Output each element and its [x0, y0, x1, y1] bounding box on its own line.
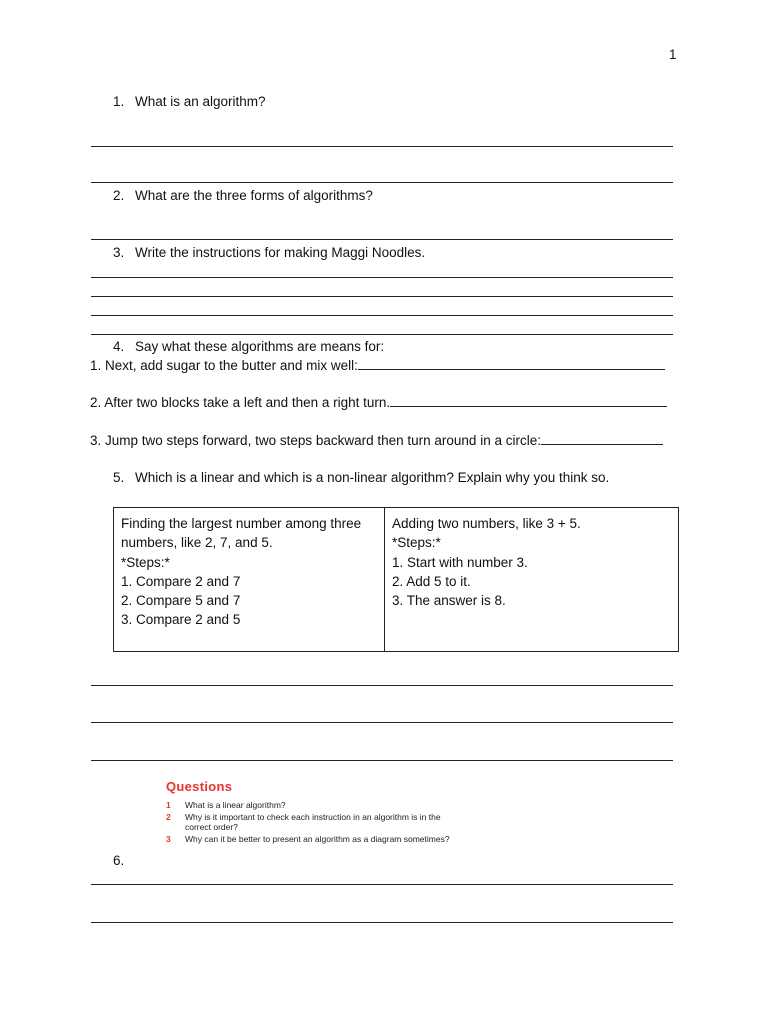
question-6 — [113, 853, 135, 869]
questions-title: Questions — [166, 779, 233, 794]
question-number: 3. — [113, 245, 125, 260]
answer-line[interactable] — [91, 277, 673, 278]
cell-line: Adding two numbers, like 3 + 5. — [392, 516, 581, 531]
question-number: 5. — [113, 470, 125, 485]
page-number: 1 — [669, 47, 677, 62]
answer-line[interactable] — [91, 884, 673, 885]
inset-question — [166, 800, 455, 811]
answer-blank[interactable] — [541, 444, 663, 445]
question-text: Write the instructions for making Maggi Noodles. — [135, 245, 426, 260]
question-text: What are the three forms of algorithms? — [135, 188, 373, 203]
question-number: 2. — [113, 188, 125, 203]
question-text: Which is a linear and which is a non-linear algorithm? Explain why you think so. — [135, 470, 610, 485]
question-3 — [113, 245, 425, 261]
inset-question-number: 2 — [166, 811, 171, 822]
answer-line[interactable] — [91, 760, 673, 761]
answer-line[interactable] — [91, 722, 673, 723]
question-1 — [113, 94, 266, 110]
inset-question-text: Why is it important to check each instruction in an algorithm is in the correct order? — [185, 811, 441, 832]
answer-blank[interactable] — [358, 369, 665, 370]
cell-line: 1. Compare 2 and 7 — [121, 573, 241, 589]
answer-line[interactable] — [91, 296, 673, 297]
adding-example-cell — [385, 508, 679, 652]
algorithm-item-1 — [90, 358, 665, 374]
question-number: 6. — [113, 853, 125, 868]
question-4 — [113, 339, 384, 355]
algorithm-item-2 — [90, 395, 667, 411]
algorithm-item-text: 3. Jump two steps forward, two steps backward then turn around in a circle: — [90, 433, 541, 448]
algorithm-item-text: 2. After two blocks take a left and then a right turn. — [90, 395, 391, 410]
algorithm-item-text: 1. Next, add sugar to the butter and mix well: — [90, 358, 358, 373]
question-text: What is an algorithm? — [135, 94, 266, 109]
answer-line[interactable] — [91, 239, 673, 240]
cell-line: numbers, like 2, 7, and 5. — [121, 535, 273, 551]
cell-line: *Steps:* — [392, 535, 441, 551]
linear-example-cell — [114, 508, 385, 652]
question-5 — [113, 470, 609, 486]
cell-line: 1. Start with number 3. — [392, 554, 528, 570]
cell-line: 2. Compare 5 and 7 — [121, 593, 241, 609]
answer-line[interactable] — [91, 182, 673, 183]
answer-line[interactable] — [91, 146, 673, 147]
inset-question — [166, 812, 455, 833]
algorithm-item-3 — [90, 433, 663, 449]
answer-line[interactable] — [91, 315, 673, 316]
cell-line: *Steps:* — [121, 554, 170, 570]
answer-line[interactable] — [91, 685, 673, 686]
question-number: 1. — [113, 94, 125, 109]
cell-line: Finding the largest number among three — [121, 516, 362, 531]
cell-line: 3. The answer is 8. — [392, 593, 506, 609]
answer-line[interactable] — [91, 334, 673, 335]
comparison-table — [113, 507, 679, 652]
question-number: 4. — [113, 339, 125, 354]
cell-line: 3. Compare 2 and 5 — [121, 612, 241, 628]
cell-line: 2. Add 5 to it. — [392, 573, 471, 589]
inset-question-number: 1 — [166, 800, 171, 810]
answer-blank[interactable] — [390, 406, 667, 407]
question-text: Say what these algorithms are means for: — [135, 339, 385, 354]
inset-question-number: 3 — [166, 833, 171, 844]
inset-question-text: What is a linear algorithm? — [185, 800, 286, 810]
question-2 — [113, 188, 373, 204]
questions-inset — [166, 779, 455, 844]
answer-line[interactable] — [91, 922, 673, 923]
inset-question-text: Why can it be better to present an algorithm as a diagram sometimes? — [185, 833, 450, 844]
inset-question — [166, 834, 455, 845]
